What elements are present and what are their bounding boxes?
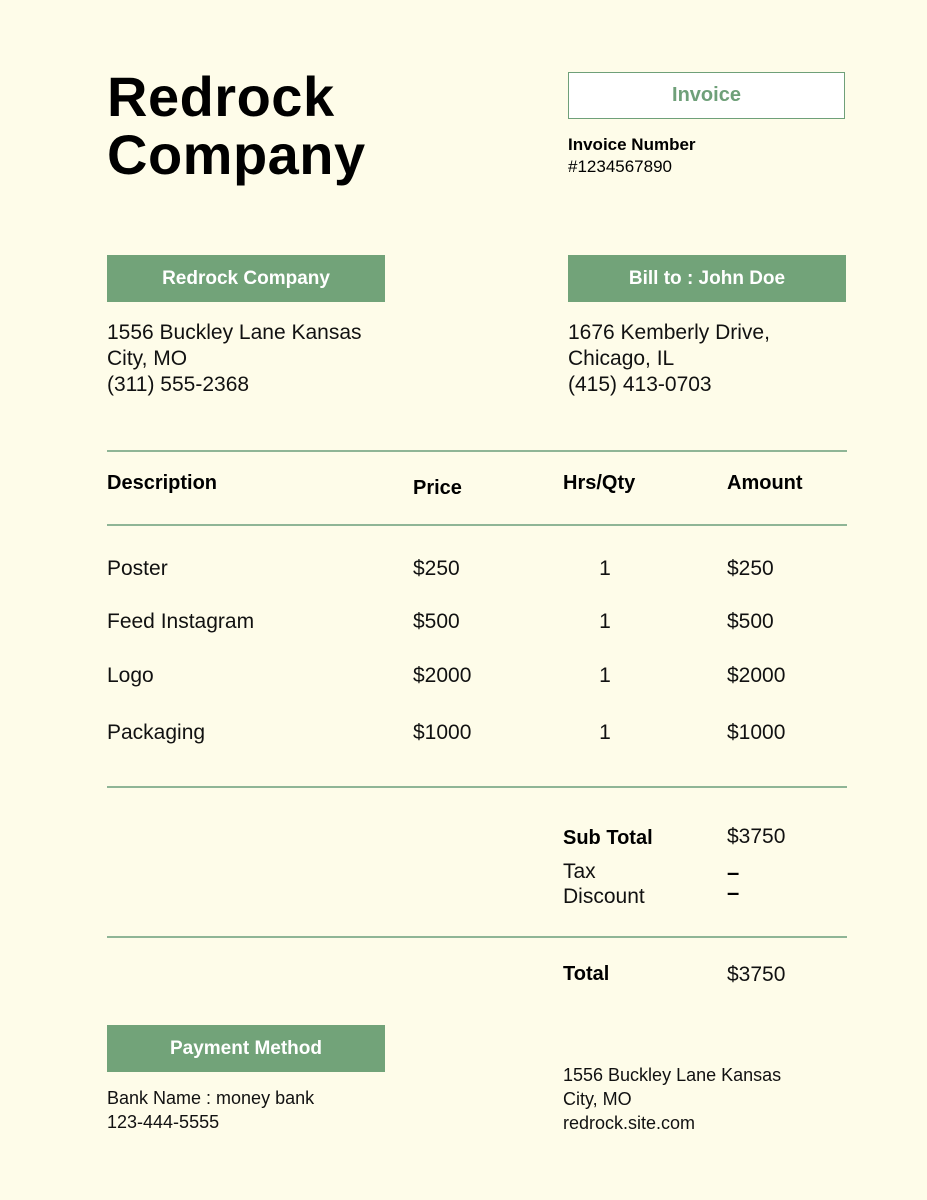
company-name	[107, 65, 507, 186]
total-label: Total	[563, 963, 610, 985]
from-company-bar: Redrock Company	[107, 255, 385, 302]
row-2-price: $500	[413, 610, 460, 633]
bank-details	[107, 1086, 314, 1134]
row-4-description: Packaging	[107, 721, 206, 744]
table-bottom-divider	[107, 786, 847, 788]
tax-value: –	[727, 860, 740, 885]
row-4-qty: 1	[599, 721, 611, 744]
header-amount: Amount	[727, 472, 803, 494]
subtotal-label: Sub Total	[563, 827, 653, 849]
invoice-number-value: #1234567890	[568, 157, 673, 176]
total-divider	[107, 936, 847, 938]
row-4-amount: $1000	[727, 721, 786, 744]
row-1-qty: 1	[599, 557, 611, 580]
footer-address-line2: City, MO	[563, 1089, 632, 1109]
subtotal-value: $3750	[727, 825, 786, 848]
invoice-title-box: Invoice	[568, 72, 845, 119]
bill-to-bar: Bill to : John Doe	[568, 255, 846, 302]
header-qty: Hrs/Qty	[563, 472, 636, 494]
header-description: Description	[107, 472, 218, 494]
row-1-description: Poster	[107, 557, 168, 580]
bill-to-address-line1: 1676 Kemberly Drive,	[568, 321, 770, 344]
footer-contact	[563, 1063, 781, 1135]
total-value: $3750	[727, 963, 786, 986]
row-2-qty: 1	[599, 610, 611, 633]
bill-to-address	[568, 320, 770, 398]
table-top-divider	[107, 450, 847, 452]
row-3-price: $2000	[413, 664, 472, 687]
row-3-description: Logo	[107, 664, 154, 687]
from-address	[107, 320, 362, 398]
row-2-description: Feed Instagram	[107, 610, 255, 633]
invoice-number-label: Invoice Number	[568, 135, 696, 154]
header-price: Price	[413, 477, 462, 499]
bill-to-phone: (415) 413-0703	[568, 373, 712, 396]
bank-account: 123-444-5555	[107, 1112, 220, 1132]
company-name-line1: Redrock	[107, 65, 335, 128]
row-1-price: $250	[413, 557, 460, 580]
row-3-qty: 1	[599, 664, 611, 687]
bill-to-address-line2: Chicago, IL	[568, 347, 675, 370]
tax-label: Tax	[563, 860, 596, 883]
row-3-amount: $2000	[727, 664, 786, 687]
row-1-amount: $250	[727, 557, 774, 580]
footer-website[interactable]: redrock.site.com	[563, 1113, 696, 1133]
row-4-price: $1000	[413, 721, 472, 744]
from-phone: (311) 555-2368	[107, 373, 250, 396]
row-2-amount: $500	[727, 610, 774, 633]
from-address-line2: City, MO	[107, 347, 188, 370]
footer-address-line1: 1556 Buckley Lane Kansas	[563, 1065, 782, 1085]
discount-label: Discount	[563, 885, 645, 908]
payment-method-bar: Payment Method	[107, 1025, 385, 1072]
discount-value: –	[727, 880, 740, 905]
from-address-line1: 1556 Buckley Lane Kansas	[107, 321, 362, 344]
bank-name: Bank Name : money bank	[107, 1088, 315, 1108]
table-header-divider	[107, 524, 847, 526]
company-name-line2: Company	[107, 123, 366, 186]
